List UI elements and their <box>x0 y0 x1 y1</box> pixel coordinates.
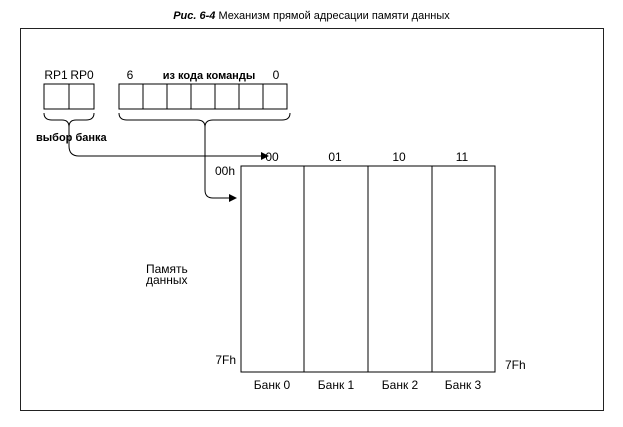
rp0-bit-cell <box>69 84 94 109</box>
bank-code-10: 10 <box>392 150 406 164</box>
opcode-bit-3 <box>191 84 215 109</box>
bank-0-name: Банк 0 <box>253 378 291 392</box>
memory-caption-line2: данных <box>146 273 188 287</box>
bank-2-block <box>368 166 432 372</box>
bank-1-name: Банк 1 <box>317 378 355 392</box>
opcode-bit-4 <box>167 84 191 109</box>
opcode-lsb-label: 0 <box>272 68 280 82</box>
bank-code-00: 00 <box>265 150 279 164</box>
bank-0-block <box>241 166 304 372</box>
bank-code-11: 11 <box>455 150 469 164</box>
rp0-label: RP0 <box>70 68 94 82</box>
figure-number: Рис. 6-4 <box>173 10 216 22</box>
opcode-brace <box>119 113 290 127</box>
bank-code-01: 01 <box>328 150 342 164</box>
start-address-label: 00h <box>214 164 235 178</box>
opcode-msb-label: 6 <box>126 68 134 82</box>
memory-caption-line1: Память <box>146 262 188 276</box>
opcode-label: из кода команды <box>162 70 256 82</box>
bank-3-name: Банк 3 <box>444 378 482 392</box>
rp1-label: RP1 <box>44 68 68 82</box>
opcode-address-arrow <box>205 127 236 198</box>
bank-select-caption: выбор банка <box>36 132 107 144</box>
memory-banks <box>241 166 495 372</box>
figure-caption: Механизм прямой адресации памяти данных <box>218 10 450 22</box>
bank-1-block <box>304 166 368 372</box>
opcode-bit-1 <box>239 84 263 109</box>
rp1-bit-cell <box>44 84 69 109</box>
opcode-bit-cells <box>119 84 287 109</box>
end-address-right-label: 7Fh <box>505 358 526 372</box>
bank-select-brace <box>44 113 94 127</box>
opcode-bit-5 <box>143 84 167 109</box>
bank-3-block <box>432 166 495 372</box>
end-address-left-label: 7Fh <box>215 353 236 367</box>
opcode-bit-0 <box>263 84 287 109</box>
bank-2-name: Банк 2 <box>381 378 419 392</box>
opcode-bit-6 <box>119 84 143 109</box>
opcode-bit-2 <box>215 84 239 109</box>
